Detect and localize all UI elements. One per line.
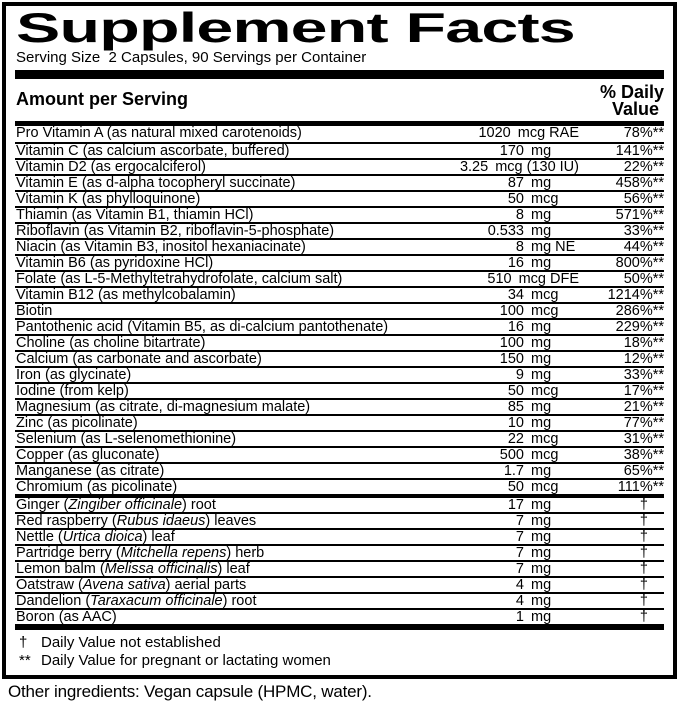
nutrient-amount <box>389 336 579 351</box>
nutrient-amount-unit: mg <box>531 463 552 479</box>
divider-thick-top <box>15 70 664 79</box>
nutrient-amount-number: 50 <box>507 191 524 207</box>
table-row <box>15 350 664 366</box>
table-row <box>15 126 664 142</box>
nutrient-amount <box>389 288 579 303</box>
nutrient-amount-number: 4 <box>515 577 524 593</box>
nutrient-amount-number: 8 <box>515 239 524 255</box>
table-row <box>15 544 664 560</box>
table-row <box>15 142 664 158</box>
supplement-facts-panel <box>2 2 677 679</box>
nutrient-name: Calcium (as carbonate and ascorbate) <box>16 351 262 367</box>
nutrient-amount-unit: mg <box>531 351 552 367</box>
other-ingredients-line: Other ingredients: Vegan capsule (HPMC, water). <box>8 682 372 701</box>
nutrient-name: Thiamin (as Vitamin B1, thiamin HCl) <box>16 207 254 223</box>
nutrient-daily-value: 21%** <box>623 399 664 415</box>
table-row <box>15 512 664 528</box>
nutrient-daily-value: † <box>639 561 648 577</box>
nutrient-amount-number: 3.25 <box>459 159 489 175</box>
nutrient-daily-value: † <box>639 513 648 529</box>
nutrient-amount <box>389 578 579 593</box>
nutrient-amount-unit: mg <box>531 143 552 159</box>
nutrient-amount-number: 50 <box>507 383 524 399</box>
nutrient-amount-unit: mcg <box>531 447 559 463</box>
table-row <box>15 608 664 624</box>
table-row <box>15 592 664 608</box>
nutrient-amount <box>389 514 579 529</box>
nutrient-daily-value: 56%** <box>623 191 664 207</box>
nutrient-name: Dandelion (Taraxacum officinale) root <box>16 593 257 609</box>
table-row <box>15 206 664 222</box>
nutrient-amount-unit: mcg DFE <box>518 271 579 287</box>
nutrient-name: Lemon balm (Melissa officinalis) leaf <box>16 561 250 577</box>
nutrient-daily-value: 33%** <box>623 223 664 239</box>
nutrient-amount-number: 87 <box>507 175 524 191</box>
nutrient-amount <box>389 498 579 513</box>
table-row <box>15 414 664 430</box>
nutrient-amount <box>389 480 579 495</box>
nutrient-name: Vitamin B6 (as pyridoxine HCl) <box>16 255 214 271</box>
nutrient-amount-number: 4 <box>515 593 524 609</box>
table-row <box>15 222 664 238</box>
nutrient-amount-number: 170 <box>499 143 524 159</box>
nutrient-amount-unit: mcg <box>531 191 559 207</box>
nutrient-name: Oatstraw (Avena sativa) aerial parts <box>16 577 247 593</box>
footnote-text: Daily Value not established <box>41 634 221 651</box>
nutrient-daily-value: † <box>639 529 648 545</box>
table-row <box>15 190 664 206</box>
nutrient-amount-number: 9 <box>515 367 524 383</box>
nutrient-amount-unit: mg <box>531 593 552 609</box>
nutrient-amount <box>389 160 579 175</box>
nutrient-amount-number: 16 <box>507 255 524 271</box>
nutrient-daily-value: 229%** <box>615 319 664 335</box>
table-row <box>15 158 664 174</box>
nutrient-amount <box>389 610 579 625</box>
nutrient-amount-unit: mg <box>531 175 552 191</box>
nutrient-amount-number: 1020 <box>478 125 511 141</box>
nutrient-amount-unit: mg <box>531 497 552 513</box>
nutrient-name: Iron (as glycinate) <box>16 367 132 383</box>
nutrient-name: Riboflavin (as Vitamin B2, riboflavin-5-phosphate) <box>16 223 335 239</box>
nutrient-daily-value: 22%** <box>623 159 664 175</box>
footnote-text: Daily Value for pregnant or lactating women <box>41 651 331 669</box>
table-row <box>15 398 664 414</box>
table-row <box>15 576 664 592</box>
nutrient-name: Iodine (from kelp) <box>16 383 129 399</box>
table-row <box>15 174 664 190</box>
nutrient-daily-value: 458%** <box>615 175 664 191</box>
nutrient-name: Vitamin C (as calcium ascorbate, buffered) <box>16 143 290 159</box>
nutrient-amount <box>389 352 579 367</box>
daily-value-header-line2: Value <box>611 99 659 119</box>
nutrient-amount-unit: mcg <box>531 431 559 447</box>
nutrient-table <box>15 126 664 624</box>
nutrient-name: Zinc (as picolinate) <box>16 415 138 431</box>
nutrient-amount-number: 7 <box>515 545 524 561</box>
table-row <box>15 430 664 446</box>
footnote-symbol: † <box>19 634 28 651</box>
nutrient-amount <box>389 256 579 271</box>
nutrient-amount-unit: mg <box>531 529 552 545</box>
nutrient-amount <box>389 562 579 577</box>
nutrient-amount-number: 16 <box>507 319 524 335</box>
nutrient-amount-number: 150 <box>499 351 524 367</box>
nutrient-amount-unit: mg <box>531 207 552 223</box>
nutrient-amount <box>389 126 579 141</box>
nutrient-amount-number: 22 <box>507 431 524 447</box>
nutrient-amount-unit: mcg <box>531 383 559 399</box>
nutrient-amount <box>389 208 579 223</box>
nutrient-amount-unit: mcg RAE <box>517 125 579 141</box>
table-row <box>15 238 664 254</box>
nutrient-amount-unit: mcg (130 IU) <box>495 159 579 175</box>
nutrient-amount-unit: mg <box>531 335 552 351</box>
nutrient-amount-number: 10 <box>507 415 524 431</box>
table-row <box>15 382 664 398</box>
nutrient-amount <box>389 546 579 561</box>
table-header <box>15 79 664 121</box>
nutrient-amount-number: 510 <box>487 271 512 287</box>
daily-value-header-line1: % Daily <box>599 82 664 102</box>
nutrient-amount <box>389 144 579 159</box>
table-row <box>15 462 664 478</box>
nutrient-amount <box>389 400 579 415</box>
nutrient-name: Choline (as choline bitartrate) <box>16 335 206 351</box>
nutrient-amount-number: 7 <box>515 513 524 529</box>
nutrient-amount <box>389 432 579 447</box>
nutrient-daily-value: 17%** <box>623 383 664 399</box>
nutrient-amount-number: 34 <box>507 287 524 303</box>
footnotes <box>15 630 664 672</box>
table-row <box>15 528 664 544</box>
nutrient-daily-value: † <box>639 497 648 513</box>
nutrient-daily-value: 111%** <box>617 479 664 495</box>
nutrient-amount <box>389 320 579 335</box>
table-row <box>15 270 664 286</box>
nutrient-amount-unit: mg NE <box>531 239 576 255</box>
nutrient-name: Boron (as AAC) <box>16 609 117 625</box>
nutrient-amount-number: 7 <box>515 529 524 545</box>
nutrient-amount <box>389 530 579 545</box>
nutrient-daily-value: 44%** <box>623 239 664 255</box>
nutrient-amount-unit: mg <box>531 609 552 625</box>
nutrient-amount-unit: mcg <box>531 287 559 303</box>
nutrient-amount-number: 0.533 <box>487 223 524 239</box>
nutrient-amount-number: 100 <box>499 303 524 319</box>
nutrient-name: Red raspberry (Rubus idaeus) leaves <box>16 513 257 529</box>
amount-per-serving-header: Amount per Serving <box>16 89 189 109</box>
nutrient-daily-value: 50%** <box>623 271 664 287</box>
nutrient-amount-unit: mg <box>531 513 552 529</box>
nutrient-amount-number: 8 <box>515 207 524 223</box>
nutrient-name: Vitamin B12 (as methylcobalamin) <box>16 287 236 303</box>
nutrient-amount <box>389 304 579 319</box>
table-row <box>15 478 664 494</box>
table-row <box>15 318 664 334</box>
nutrient-amount <box>389 192 579 207</box>
nutrient-daily-value: 38%** <box>623 447 664 463</box>
nutrient-amount <box>389 448 579 463</box>
nutrient-daily-value: 141%** <box>615 143 664 159</box>
nutrient-daily-value: 12%** <box>623 351 664 367</box>
nutrient-amount-unit: mcg <box>531 303 559 319</box>
nutrient-amount-number: 100 <box>499 335 524 351</box>
nutrient-amount-number: 1 <box>515 609 524 625</box>
nutrient-name: Pro Vitamin A (as natural mixed carotenoids) <box>16 125 302 141</box>
nutrient-amount <box>389 384 579 399</box>
nutrient-name: Partridge berry (Mitchella repens) herb <box>16 545 265 561</box>
table-row <box>15 254 664 270</box>
nutrient-amount <box>389 368 579 383</box>
nutrient-amount-unit: mg <box>531 415 552 431</box>
nutrient-amount <box>389 176 579 191</box>
nutrient-amount <box>389 464 579 479</box>
nutrient-name: Nettle (Urtica dioica) leaf <box>16 529 175 545</box>
nutrient-daily-value: 65%** <box>623 463 664 479</box>
nutrient-amount-number: 17 <box>507 497 524 513</box>
nutrient-name: Chromium (as picolinate) <box>16 479 178 495</box>
nutrient-daily-value: 800%** <box>615 255 664 271</box>
nutrient-amount <box>389 240 579 255</box>
table-row <box>15 286 664 302</box>
nutrient-daily-value: 33%** <box>623 367 664 383</box>
panel-title: Supplement Facts <box>16 4 575 51</box>
nutrient-amount <box>389 416 579 431</box>
nutrient-amount-unit: mg <box>531 367 552 383</box>
footnote-line <box>15 634 664 652</box>
nutrient-daily-value: 18%** <box>623 335 664 351</box>
nutrient-name: Pantothenic acid (Vitamin B5, as di-calcium pantothenate) <box>16 319 389 335</box>
nutrient-amount-unit: mg <box>531 577 552 593</box>
nutrient-daily-value: † <box>639 609 648 625</box>
nutrient-amount-number: 50 <box>507 479 524 495</box>
table-row <box>15 560 664 576</box>
nutrient-daily-value: 1214%** <box>607 287 664 303</box>
nutrient-amount <box>389 224 579 239</box>
nutrient-name: Folate (as L-5-Methyltetrahydrofolate, calcium salt) <box>16 271 343 287</box>
serving-size-line: Serving Size 2 Capsules, 90 Servings per Container <box>16 49 367 66</box>
nutrient-daily-value: 78%** <box>623 125 664 141</box>
table-row <box>15 302 664 318</box>
nutrient-name: Biotin <box>16 303 53 319</box>
nutrient-name: Vitamin E (as d-alpha tocopheryl succinate) <box>16 175 296 191</box>
daily-value-header <box>600 84 664 118</box>
nutrient-name: Ginger (Zingiber officinale) root <box>16 497 216 513</box>
nutrient-amount-unit: mg <box>531 319 552 335</box>
nutrient-amount-number: 1.7 <box>503 463 524 479</box>
nutrient-amount-number: 500 <box>499 447 524 463</box>
nutrient-amount-unit: mcg <box>531 479 559 495</box>
nutrient-amount-unit: mg <box>531 545 552 561</box>
nutrient-name: Copper (as gluconate) <box>16 447 160 463</box>
nutrient-daily-value: 77%** <box>623 415 664 431</box>
nutrient-daily-value: 31%** <box>623 431 664 447</box>
footnote-line <box>15 652 664 670</box>
nutrient-amount-unit: mg <box>531 399 552 415</box>
nutrient-daily-value: † <box>639 577 648 593</box>
nutrient-amount-number: 7 <box>515 561 524 577</box>
table-row <box>15 446 664 462</box>
nutrient-daily-value: 571%** <box>615 207 664 223</box>
nutrient-amount-unit: mg <box>531 561 552 577</box>
nutrient-amount-unit: mg <box>531 223 552 239</box>
nutrient-name: Selenium (as L-selenomethionine) <box>16 431 237 447</box>
nutrient-daily-value: 286%** <box>615 303 664 319</box>
nutrient-name: Manganese (as citrate) <box>16 463 165 479</box>
nutrient-name: Vitamin D2 (as ergocalciferol) <box>16 159 206 175</box>
nutrient-daily-value: † <box>639 545 648 561</box>
nutrient-amount <box>389 272 579 287</box>
nutrient-name: Niacin (as Vitamin B3, inositol hexaniacinate) <box>16 239 306 255</box>
table-row <box>15 494 664 512</box>
nutrient-name: Magnesium (as citrate, di-magnesium malate) <box>16 399 311 415</box>
nutrient-amount <box>389 594 579 609</box>
nutrient-amount-unit: mg <box>531 255 552 271</box>
table-row <box>15 366 664 382</box>
nutrient-daily-value: † <box>639 593 648 609</box>
nutrient-amount-number: 85 <box>507 399 524 415</box>
footnote-symbol: ** <box>19 651 31 669</box>
table-row <box>15 334 664 350</box>
nutrient-name: Vitamin K (as phylloquinone) <box>16 191 201 207</box>
